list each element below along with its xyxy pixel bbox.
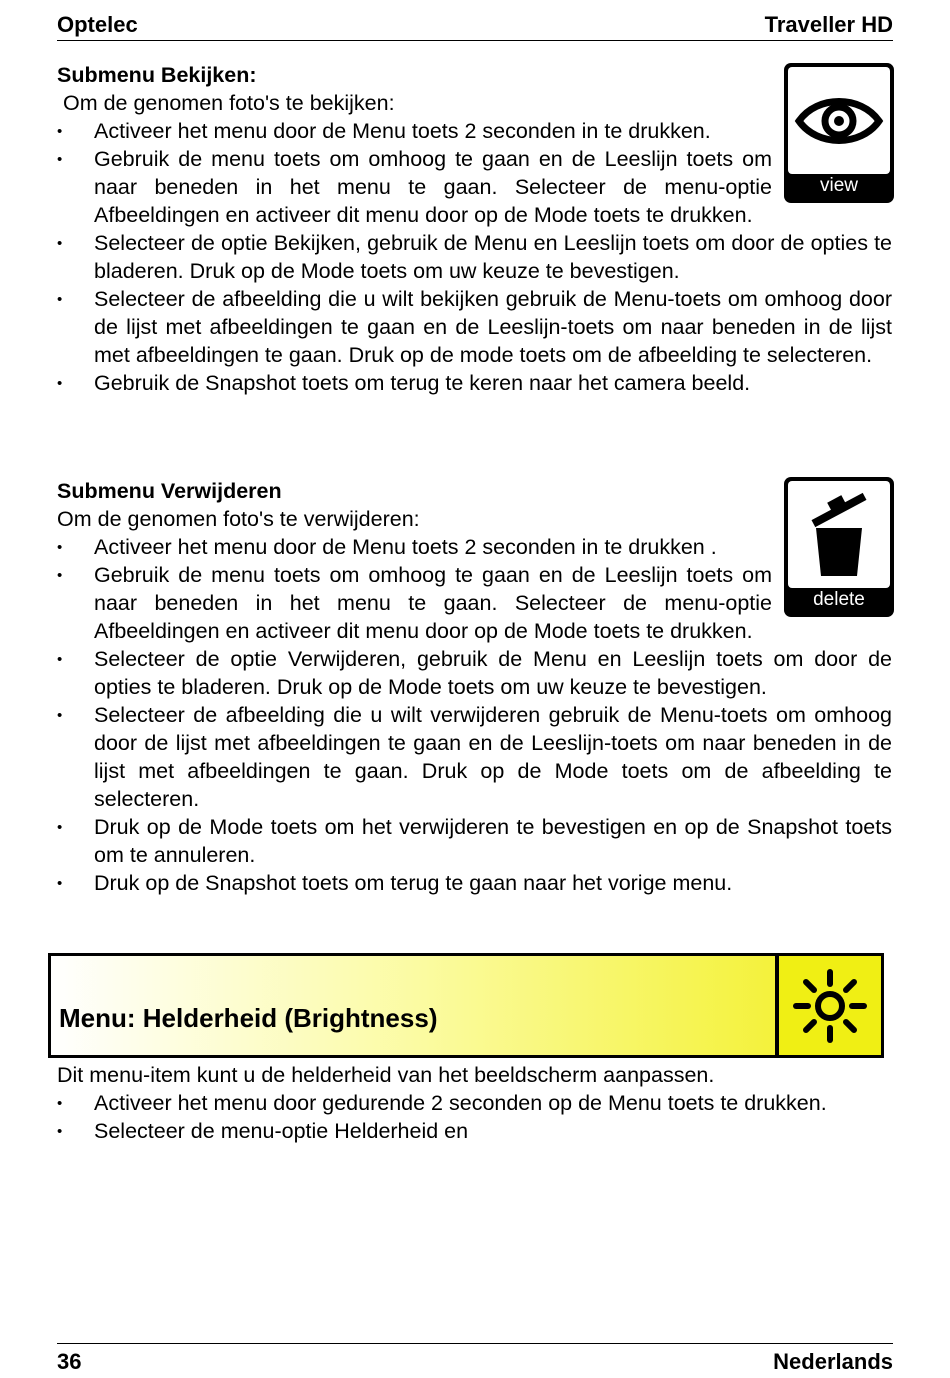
delete-bullet-list (57, 533, 892, 897)
header-brand: Optelec (57, 12, 138, 37)
view-bullet-list (57, 117, 892, 397)
list-item: • Selecteer de optie Bekijken, gebruik de Menu en Leeslijn toets om door de opties te bladeren. Druk op de Mode toets om uw keuze te bevestigen. (57, 229, 892, 285)
list-item: • Selecteer de menu-optie Helderheid en (57, 1117, 892, 1145)
view-section (57, 61, 892, 397)
list-item: • Druk op de Snapshot toets om terug te gaan naar het vorige menu. (57, 869, 892, 897)
brightness-icon-tile (775, 956, 881, 1055)
sun-icon (790, 966, 870, 1046)
delete-section-title: Submenu Verwijderen (57, 479, 282, 503)
list-item: • Selecteer de afbeelding die u wilt verwijderen gebruik de Menu-toets om omhoog door de lijst met afbeeldingen te gaan en de Leeslijn-toets om naar beneden in de lijst met afbeeldingen te gaan. Druk op de Mode toets om de afbeelding te selecteren. (57, 701, 892, 813)
page-header (57, 10, 893, 41)
view-icon-caption: view (819, 175, 858, 196)
list-item: • Selecteer de afbeelding die u wilt bekijken gebruik de Menu-toets om omhoog door de lijst met afbeeldingen te gaan en de Leeslijn-toets om naar beneden in de lijst met afbeeldingen te gaan. Druk op de mode toets om de afbeelding te selecteren. (57, 285, 892, 369)
list-item: • Activeer het menu door de Menu toets 2 seconden in te drukken. (57, 117, 892, 145)
brightness-banner-title: Menu: Helderheid (Brightness) (59, 1003, 438, 1033)
footer-language: Nederlands (773, 1349, 893, 1374)
list-item: • Selecteer de optie Verwijderen, gebruik de Menu en Leeslijn toets om door de opties te bladeren. Druk op de Mode toets om uw keuze te bevestigen. (57, 645, 892, 701)
list-item: • Gebruik de menu toets om omhoog te gaan en de Leeslijn toets om naar beneden in het menu te gaan. Selecteer de menu-optie Afbeeldingen en activeer dit menu door op de Mode toets te drukken. (57, 561, 892, 645)
list-item: • Activeer het menu door de Menu toets 2 seconden in te drukken . (57, 533, 892, 561)
page-footer (57, 1343, 893, 1374)
brightness-bullet-list (57, 1089, 892, 1145)
page-number: 36 (57, 1349, 82, 1374)
delete-icon-caption: delete (813, 589, 865, 610)
view-section-title: Submenu Bekijken: (57, 63, 257, 87)
list-item: • Activeer het menu door gedurende 2 seconden op de Menu toets te drukken. (57, 1089, 892, 1117)
delete-section (57, 477, 892, 897)
brightness-section (57, 1061, 892, 1145)
delete-section-intro: Om de genomen foto's te verwijderen: (57, 507, 420, 531)
list-item: • Gebruik de Snapshot toets om terug te keren naar het camera beeld. (57, 369, 892, 397)
header-product: Traveller HD (764, 12, 893, 37)
list-item: • Druk op de Mode toets om het verwijderen te bevestigen en op de Snapshot toets om te annuleren. (57, 813, 892, 869)
brightness-section-intro: Dit menu-item kunt u de helderheid van het beeldscherm aanpassen. (57, 1063, 715, 1087)
brightness-banner (48, 953, 884, 1058)
view-section-intro: Om de genomen foto's te bekijken: (57, 91, 395, 115)
list-item: • Gebruik de menu toets om omhoog te gaan en de Leeslijn toets om naar beneden in het menu te gaan. Selecteer de menu-optie Afbeeldingen en activeer dit menu door op de Mode toets te drukken. (57, 145, 892, 229)
